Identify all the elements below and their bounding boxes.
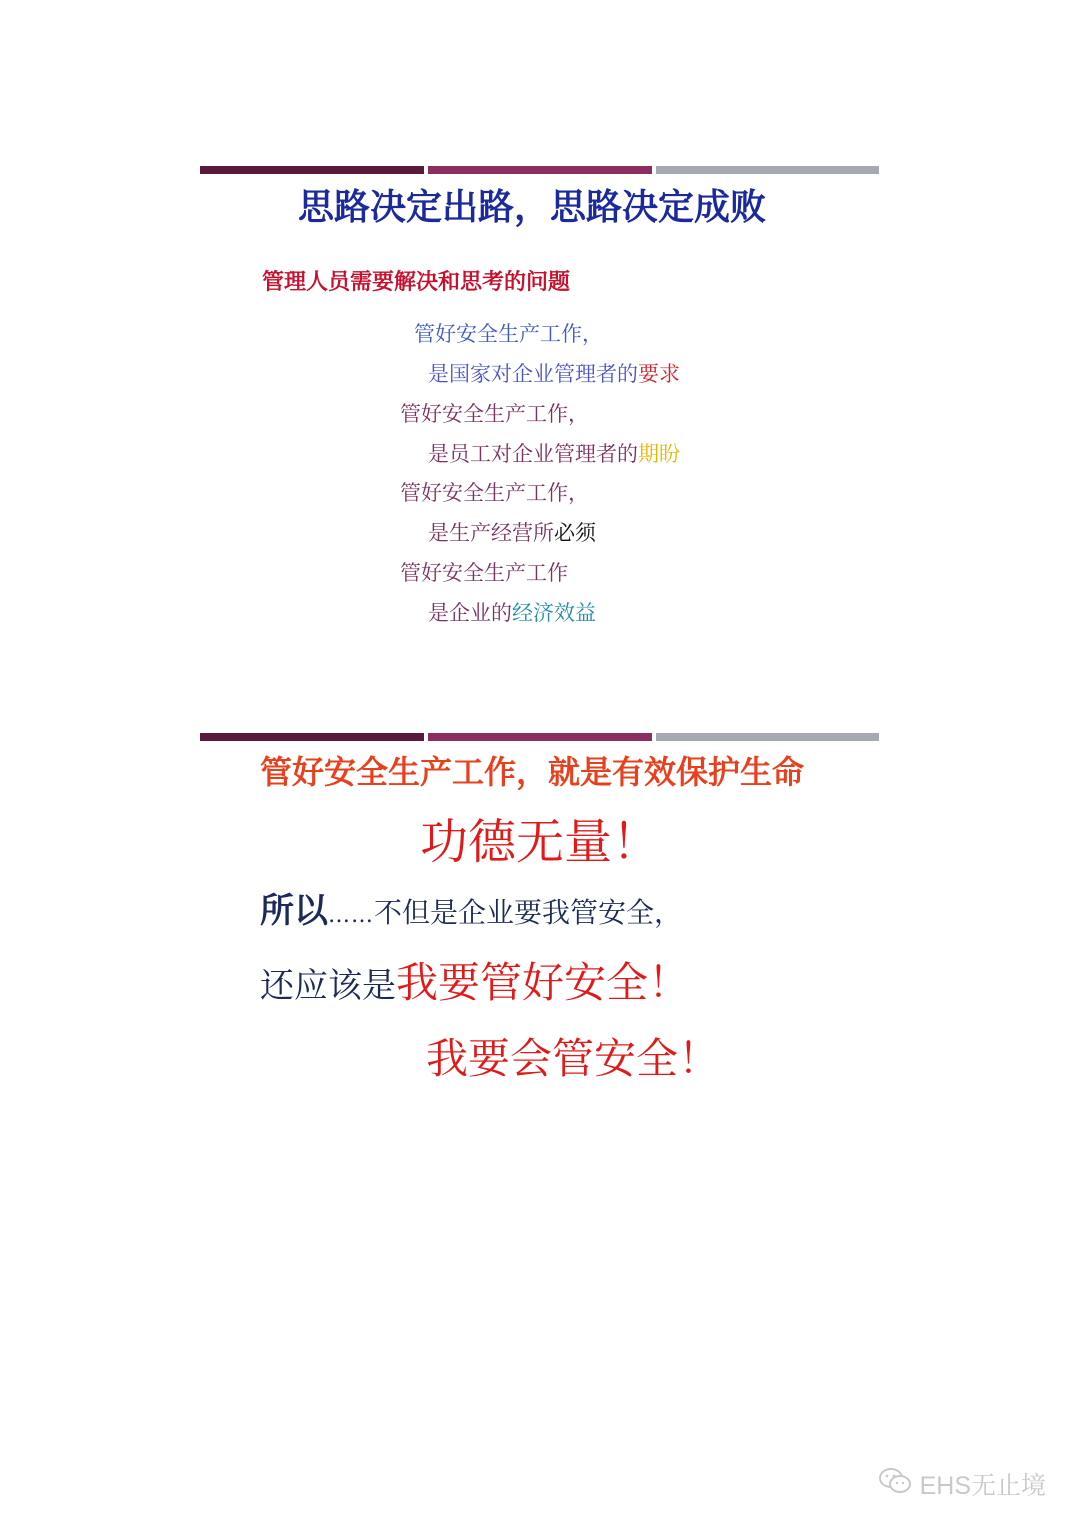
divider-bar-2c [656,733,879,741]
wechat-icon [878,1467,912,1502]
slide-1-title: 思路决定出路，思路决定成败 [298,187,767,228]
line-2-emphasis: 要求 [638,362,680,386]
should-label: 还应该是 [260,966,396,1006]
divider-bar-2a [200,733,424,741]
line-8 [428,603,596,624]
line-6-emphasis: 必须 [554,521,596,545]
line-1 [414,324,603,345]
can-manage-text: 我要会管安全！ [426,1034,721,1083]
line-4 [428,444,680,465]
divider-bar-1a [200,166,424,174]
should-line [260,958,691,1007]
line-4-text: 是员工对企业管理者的 [428,442,638,466]
so-label: 所以 [260,891,328,931]
divider-bar-1c [656,166,879,174]
line-5-text: 管好安全生产工作， [400,481,589,505]
so-dots: …… [328,903,374,928]
line-2 [428,364,680,385]
line-1-text: 管好安全生产工作， [414,322,603,346]
line-8-text: 是企业的 [428,601,512,625]
line-4-emphasis: 期盼 [638,442,680,466]
line-7-text: 管好安全生产工作 [400,561,568,585]
line-7 [400,563,568,584]
divider-bar-2b [428,733,652,741]
line-3 [400,404,589,425]
watermark [878,1466,1046,1502]
line-6-text: 是生产经营所 [428,521,554,545]
line-2-text: 是国家对企业管理者的 [428,362,638,386]
so-line [260,891,683,931]
so-rest: 不但是企业要我管安全， [374,896,683,929]
slide-1-subtitle: 管理人员需要解决和思考的问题 [262,270,571,295]
merit-text: 功德无量！ [420,814,661,870]
watermark-text: EHS无止境 [919,1472,1046,1500]
line-5 [400,483,589,504]
line-6 [428,523,596,544]
slide-2-title: 管好安全生产工作，就是有效保护生命 [260,753,805,791]
line-8-emphasis: 经济效益 [512,601,596,625]
line-3-text: 管好安全生产工作， [400,402,589,426]
divider-bar-1b [428,166,652,174]
manage-well-text: 我要管好安全！ [396,958,691,1007]
